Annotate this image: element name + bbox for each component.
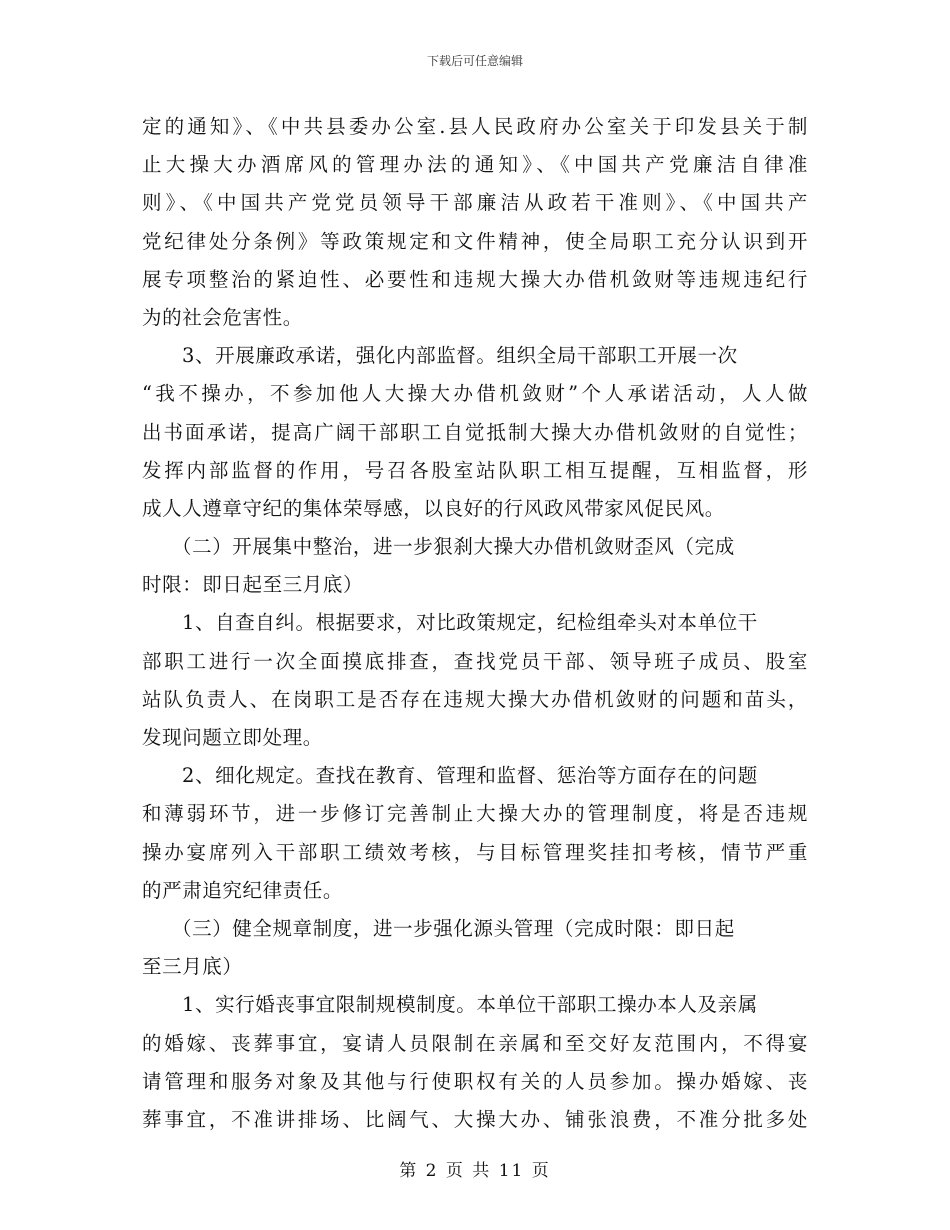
text-line: 和薄弱环节，进一步修订完善制止大操大办的管理制度，将是否违规 — [142, 802, 808, 826]
paragraph-start-line: 2、细化规定。查找在教育、管理和监督、惩治等方面存在的问题 — [182, 764, 758, 788]
section-heading-line: 至三月底） — [142, 955, 243, 979]
page-number-footer: 第 2 页 共 11 页 — [399, 1161, 551, 1181]
text-line: 葬事宜，不准讲排场、比阔气、大操大办、铺张浪费，不准分批多处 — [142, 1107, 808, 1131]
document-body — [142, 108, 808, 1139]
text-line: 站队负责人、在岗职工是否存在违规大操大办借机敛财的问题和苗头， — [142, 687, 808, 711]
text-line: 部职工进行一次全面摸底排查，查找党员干部、领导班子成员、股室 — [142, 649, 808, 673]
section-heading-line: （二）开展集中整治，进一步狠刹大操大办借机敛财歪风（完成 — [172, 535, 735, 559]
text-line: 为的社会危害性。 — [142, 305, 303, 329]
text-line: 成人人遵章守纪的集体荣辱感，以良好的行风政风带家风促民风。 — [142, 496, 725, 520]
text-line: 发挥内部监督的作用，号召各股室站队职工相互提醒，互相监督，形 — [142, 458, 808, 482]
text-line: 的婚嫁、丧葬事宜，宴请人员限制在亲属和至交好友范围内，不得宴 — [142, 1031, 808, 1055]
section-heading-line: 时限：即日起至三月底） — [142, 573, 364, 597]
text-line: 止大操大办酒席风的管理办法的通知》、《中国共产党廉洁自律准 — [142, 153, 808, 177]
section-heading-line: （三）健全规章制度，进一步强化源头管理（完成时限：即日起 — [172, 916, 735, 940]
text-line: 发现问题立即处理。 — [142, 726, 323, 749]
text-line: 则》、《中国共产党党员领导干部廉洁从政若干准则》、《中国共产 — [142, 191, 808, 215]
text-line: 操办宴席列入干部职工绩效考核，与目标管理奖挂扣考核，情节严重 — [142, 840, 808, 864]
paragraph-start-line: 1、实行婚丧事宜限制规模制度。本单位干部职工操办本人及亲属 — [182, 993, 758, 1017]
text-line: 展专项整治的紧迫性、必要性和违规大操大办借机敛财等违规违纪行 — [142, 267, 808, 291]
paragraph-start-line: 1、自查自纠。根据要求，对比政策规定，纪检组牵头对本单位干 — [182, 611, 758, 635]
text-line: 的严肃追究纪律责任。 — [142, 878, 344, 902]
text-line: 党纪律处分条例》等政策规定和文件精神，使全局职工充分认识到开 — [142, 229, 808, 253]
text-line: 请管理和服务对象及其他与行使职权有关的人员参加。操办婚嫁、丧 — [142, 1069, 808, 1093]
text-line: 定的通知》、《中共县委办公室.县人民政府办公室关于印发县关于制 — [142, 115, 808, 138]
paragraph-start-line: 3、开展廉政承诺，强化内部监督。组织全局干部职工开展一次 — [182, 344, 738, 368]
page-header: 下载后可任意编辑 — [426, 54, 523, 68]
text-line: “我不操办，不参加他人大操大办借机敛财”个人承诺活动，人人做 — [142, 382, 808, 406]
text-line: 出书面承诺，提高广阔干部职工自觉抵制大操大办借机敛财的自觉性； — [142, 420, 808, 444]
